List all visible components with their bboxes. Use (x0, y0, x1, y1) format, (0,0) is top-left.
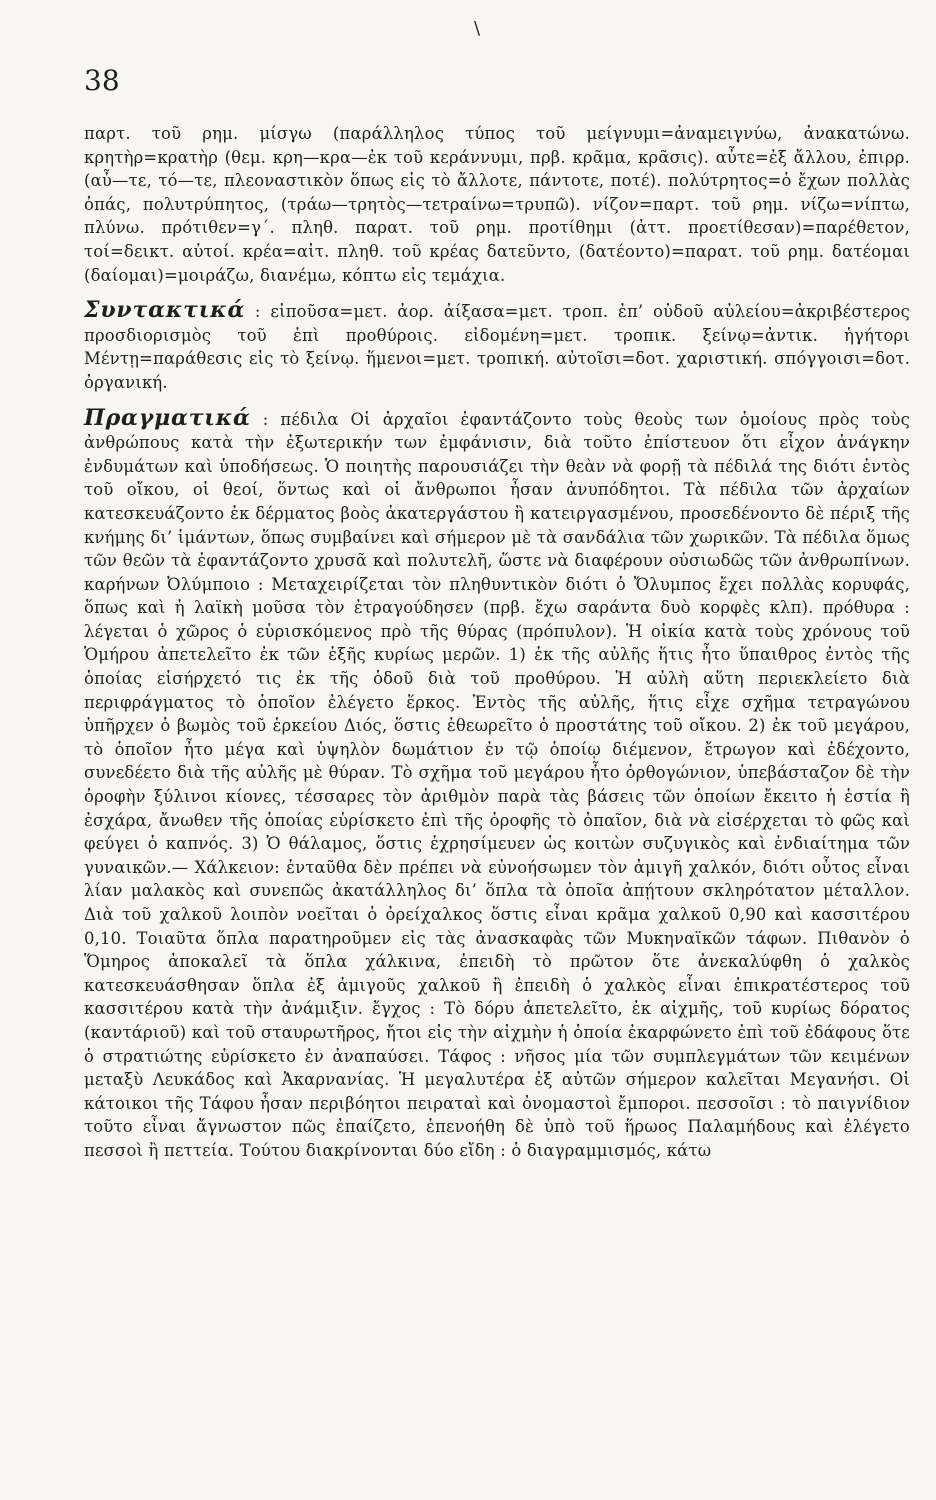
page-content (84, 122, 910, 1163)
glossary-paragraph (84, 122, 910, 287)
syntax-paragraph (84, 299, 910, 394)
page-mark: \ (474, 18, 481, 39)
syntax-text: εἰποῦσα=μετ. ἀορ. ἀίξασα=μετ. τροπ. ἐπ’ οὐδοῦ αὐλείου=ἀκριβέστερος προσδιορισμὸς τοῦ ἐπὶ προθύροις. εἰδομένη=μετ. τροπικ. ξείνῳ=ἀντικ. ἡγήτορι Μέντῃ=παράθεσις εἰς τὸ ξείνῳ. ἥμενοι=μετ. τροπική. αὐτοῖσι=δοτ. χαριστική. σπόγγοισι=δοτ. ὀργανική. (84, 302, 910, 392)
realia-paragraph (84, 404, 910, 1163)
syntax-separator: : (254, 302, 271, 322)
realia-text: πέδιλα Οἱ ἀρχαῖοι ἐφαντάζοντο τοὺς θεοὺς των ὁμοίους πρὸς τοὺς ἀνθρώπους κατὰ τὴν ἐξωτερικήν των ἐμφάνισιν, διὰ τοῦτο ἐπίστευον ὅτι εἶχον ἀνάγκην ἐνδυμάτων καὶ ὑποδήσεως. Ὁ ποιητὴς παρουσιάζει τὴν θεὰν νὰ φορῇ τὰ πέδιλά της διότι ἐντὸς τοῦ οἴκου, οἱ θεοί, ὅντως καὶ οἱ ἄνθρωποι ἦσαν ἀνυπόδητοι. Τὰ πέδιλα τῶν ἀρχαίων κατεσκευάζοντο ἐκ δέρματος βοὸς ἀκατεργάστου ἢ κατειργασμένου, προσεδένοντο δὲ πέριξ τῆς κνήμης δι’ ἱμάντων, ὅπως συμβαίνει καὶ σήμερον μὲ τὰ σανδάλια τῶν χωρικῶν. Τὰ πέδιλα ὅμως τῶν θεῶν τὰ ἐφαντάζοντο χρυσᾶ καὶ πολυτελῆ, ὥστε νὰ διαφέρουν οὐσιωδῶς τῶν ἀνθρωπίνων. καρήνων Ὀλύμποιο : Μεταχειρίζεται τὸν πληθυντικὸν διότι ὁ Ὄλυμπος ἔχει πολλὰς κορυφάς, ὅπως καὶ ἡ λαϊκὴ μοῦσα τὸν ἐτραγούδησεν (πρβ. ἔχω σαράντα δυὸ κορφὲς κλπ). πρόθυρα : λέγεται ὁ χῶρος ὁ εὑρισκόμενος πρὸ τῆς θύρας (πρόπυλον). Ἡ οἰκία κατὰ τοὺς χρόνους τοῦ Ὁμήρου ἀπετελεῖτο ἐκ τῶν ἑξῆς κυρίως μερῶν. 1) ἐκ τῆς αὐλῆς ἥτις ἦτο ὕπαιθρος ἐντὸς τῆς ὁποίας εἰσήρχετό τις ἐκ τῆς ὁδοῦ διὰ τοῦ προθύρου. Ἡ αὐλὴ αὕτη περιεκλείετο διὰ περιφράγματος τὸ ὁποῖον ἐλέγετο ἕρκος. Ἐντὸς τῆς αὐλῆς, ἥτις εἶχε σχῆμα τετραγώνου ὑπῆρχεν ὁ βωμὸς τοῦ ἑρκείου Διός, ὅστις ἐθεωρεῖτο ὁ προστάτης τοῦ οἴκου. 2) ἐκ τοῦ μεγάρου, τὸ ὁποῖον ἦτο μέγα καὶ ὑψηλὸν δωμάτιον ἐν τῷ ὁποίῳ διέμενον, ἔτρωγον καὶ ἐδέχοντο, συνεδέετο διὰ τῆς αὐλῆς μὲ θύραν. Τὸ σχῆμα τοῦ μεγάρου ἦτο ὀρθογώνιον, ὑπεβάσταζον δὲ τὴν ὀροφὴν ξύλινοι κίονες, τέσσαρες τὸν ἀριθμὸν παρὰ τὰς βάσεις τῶν ὁποίων ἔκειτο ἡ ἑστία ἢ ἐσχάρα, ἄνωθεν τῆς ὁποίας εὑρίσκετο ἐπὶ τῆς ὀροφῆς τὸ ὀπαῖον, διὰ νὰ εἰσέρχεται τὸ φῶς καὶ φεύγει ὁ καπνός. 3) Ὁ θάλαμος, ὅστις ἐχρησίμευεν ὡς κοιτὼν συζυγικὸς καὶ ἐνδιαίτημα τῶν γυναικῶν.— Χάλκειον: ἐνταῦθα δὲν πρέπει νὰ εὐνοήσωμεν τὸν ἀμιγῆ χαλκόν, διότι οὗτος εἶναι λίαν μαλακὸς καὶ συνεπῶς ἀκατάλληλος δι’ ὅπλα τὰ ὁποῖα ἀπῄτουν σκληρότατον μέταλλον. Διὰ τοῦ χαλκοῦ λοιπὸν νοεῖται ὁ ὀρείχαλκος ὅστις εἶναι κρᾶμα χαλκοῦ 0,90 καὶ κασσιτέρου 0,10. Τοιαῦτα ὅπλα παρατηροῦμεν εἰς τὰς ἀνασκαφὰς τῶν Μυκηναϊκῶν τάφων. Πιθανὸν ὁ Ὅμηρος ἀποκαλεῖ τὰ ὅπλα χάλκινα, ἐπειδὴ τὸ πρῶτον ὅτε ἀνεκαλύφθη ὁ χαλκὸς κατεσκευάσθησαν ὅπλα ἐξ ἀμιγοῦς χαλκοῦ ἢ ἐπειδὴ ὁ χαλκὸς εἶναι ἐπικρατέστερος τοῦ κασσιτέρου κατὰ τὴν ἀνάμιξιν. ἔγχος : Τὸ δόρυ ἀπετελεῖτο, ἐκ αἰχμῆς, τοῦ κυρίως δόρατος (καντάριοῦ) καὶ τοῦ σταυρωτῆρος, ἤτοι εἰς τὴν αἰχμὴν ἡ ὁποία ἐκαρφώνετο ἐπὶ τοῦ ἐδάφους ὅτε ὁ στρατιώτης εὑρίσκετο ἐν ἀναπαύσει. Τάφος : νῆσος μία τῶν συμπλεγμάτων τῶν κειμένων μεταξὺ Λευκάδος καὶ Ἀκαρνανίας. Ἡ μεγαλυτέρα ἐξ αὐτῶν σήμερον καλεῖται Μεγανήσι. Οἱ κάτοικοι τῆς Τάφου ἦσαν περιβόητοι πειραταὶ καὶ ὀνομαστοὶ ἔμποροι. πεσσοῖσι : τὸ παιγνίδιον τοῦτο εἶναι ἄγνωστον πῶς ἐπαίζετο, ἐπενοήθη δὲ ὑπὸ τοῦ ἥρωος Παλαμήδους καὶ ἐλέγετο πεσσοὶ ἢ πεττεία. Τούτου διακρίνονται δύο εἴδη : ὁ διαγραμμισμός, κάτω (84, 409, 910, 1160)
syntax-heading: Συντακτικά (84, 297, 246, 324)
page-number: 38 (84, 64, 120, 97)
glossary-text: παρτ. τοῦ ρημ. μίσγω (παράλληλος τύπος τοῦ μείγνυμι=ἀναμειγνύω, ἀνακατώνω. κρητὴρ=κρατὴρ (θεμ. κρη—κρα—ἐκ τοῦ κεράννυμι, πρβ. κρᾶμα, κρᾶσις). αὖτε=ἐξ ἄλλου, ἐπιρρ. (αὖ—τε, τό—τε, πλεοναστικὸν ὅπως εἰς τὸ ἄλλοτε, πάντοτε, ποτέ). πολύτρητος=ὁ ἔχων πολλὰς ὀπάς, πολυτρύπητος, (τράω—τρητὸς—τετραίνω=τρυπῶ). νίζον=παρτ. τοῦ ρημ. νίζω=νίπτω, πλύνω. πρότιθεν=γ΄. πληθ. παρατ. τοῦ ρημ. προτίθημι (ἀττ. προετίθεσαν)=παρέθετον, τοί=δεικτ. αὐτοί. κρέα=αἰτ. πληθ. τοῦ κρέας δατεῦντο, (δατέοντο)=παρατ. τοῦ ρημ. δατέομαι (δαίομαι)=μοιράζω, διανέμω, κόπτω εἰς τεμάχια. (84, 124, 910, 285)
realia-separator: : (262, 409, 281, 429)
realia-heading: Πραγματικά (84, 404, 251, 431)
